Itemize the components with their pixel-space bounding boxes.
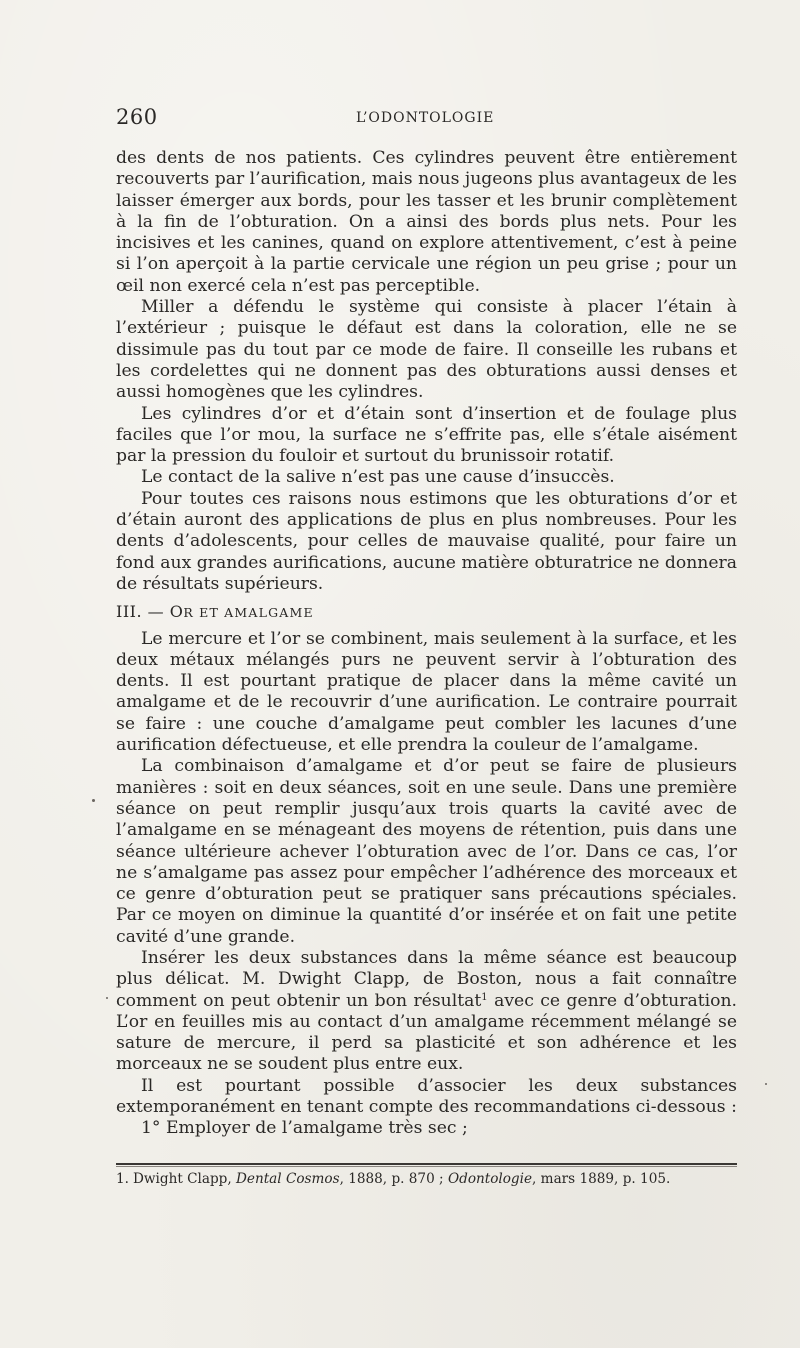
footnote-journal-2: Odontologie bbox=[447, 1171, 533, 1187]
page-header bbox=[116, 105, 736, 133]
paragraph-8-text-a: Insérer les deux substances dans la même séance est beaucoup plus délicat. M. Dwight Clapp, de Boston, nous a fait connaître comment on peut obtenir un bon résultat bbox=[116, 947, 737, 1011]
paragraph-8 bbox=[116, 948, 737, 1076]
footnote-journal-1: Dental Cosmos bbox=[236, 1171, 340, 1187]
paper-speck bbox=[92, 799, 95, 802]
paragraph-6: Le mercure et l’or se combinent, mais seulement à la surface, et les deux métaux mélangés purs ne peuvent servir à l’obturation des dents. Il est pourtant pratique de placer dans la même cavité un amalgame et de le recouvrir d’une aurification. Le contraire pourrait se faire : une couche d’amalgame peut combler les lacunes d’une aurification défectueuse, et elle prendra la couleur de l’amalgame. bbox=[116, 628, 737, 756]
paper-speck bbox=[106, 997, 108, 999]
paper-speck bbox=[765, 1083, 767, 1085]
footnote-divider bbox=[116, 1163, 737, 1165]
footnote-reference[interactable]: 1 bbox=[481, 991, 488, 1003]
footnote-text-2: , 1888, p. 870 ; bbox=[339, 1171, 448, 1187]
section-heading bbox=[116, 601, 737, 623]
footnote-number: 1. bbox=[116, 1171, 129, 1187]
running-head: L’ODONTOLOGIE bbox=[356, 110, 495, 126]
body-text bbox=[116, 148, 737, 1140]
paragraph-9: Il est pourtant possible d’associer les deux substances extemporanément en tenant compte des recommandations ci-dessous : bbox=[116, 1075, 737, 1118]
paragraph-7: La combinaison d’amalgame et d’or peut se faire de plusieurs manières : soit en deux séances, soit en une seule. Dans une première séance on peut remplir jusqu’aux trois quarts la cavité avec de l’amalgame en se ménageant des moyens de rétention, puis dans une séance ultérieure achever l’obturation avec de l’or. Dans ce cas, l’or ne s’amalgame pas assez pour empêcher l’adhérence des morceaux et ce genre d’obturation peut se pratiquer sans précautions spéciales. Par ce moyen on diminue la quantité d’or insérée et on fait une petite cavité d’une grande. bbox=[116, 756, 737, 947]
section-number: III. — bbox=[116, 602, 170, 622]
footnote-text-3: , mars 1889, p. 105. bbox=[532, 1171, 671, 1187]
page-number: 260 bbox=[116, 105, 158, 129]
section-title-rest: R ET AMALGAME bbox=[183, 605, 314, 621]
paragraph-8-text-b: avec ce genre d’obturation. L’or en feuilles mis au contact d’un amalgame récemment mélangé se sature de mercure, il perd sa plasticité et son adhérence et les morceaux ne se soudent plus entre eux. bbox=[116, 990, 737, 1075]
paragraph-1: des dents de nos patients. Ces cylindres peuvent être entièrement recouverts par l’aurification, mais nous jugeons plus avantageux de les laisser émerger aux bords, pour les tasser et les brunir complètement à la fin de l’obturation. On a ainsi des bords plus nets. Pour les incisives et les canines, quand on explore attentivement, c’est à peine si l’on aperçoit à la partie cervicale une région un peu grise ; pour un œil non exercé cela n’est pas perceptible. bbox=[116, 148, 737, 296]
paragraph-5: Pour toutes ces raisons nous estimons que les obturations d’or et d’étain auront des applications de plus en plus nombreuses. Pour les dents d’adolescents, pour celles de mauvaise qualité, pour faire un fond aux grandes aurifications, aucune matière obturatrice ne donnera de résultats supérieurs. bbox=[116, 488, 737, 594]
footnote-divider-thin bbox=[116, 1166, 737, 1167]
footnote-text-1: Dwight Clapp, bbox=[132, 1171, 237, 1187]
paragraph-10: 1° Employer de l’amalgame très sec ; bbox=[141, 1118, 468, 1139]
paragraph-4: Le contact de la salive n’est pas une cause d’insuccès. bbox=[141, 467, 615, 488]
paragraph-2: Miller a défendu le système qui consiste à placer l’étain à l’extérieur ; puisque le défaut est dans la coloration, elle ne se dissimule pas du tout par ce mode de faire. Il conseille les rubans et les cordelettes qui ne donnent pas des obturations aussi denses et aussi homogènes que les cylindres. bbox=[116, 297, 737, 403]
section-title-initial: O bbox=[169, 602, 184, 622]
paragraph-3: Les cylindres d’or et d’étain sont d’insertion et de foulage plus faciles que l’or mou, la surface ne s’effrite pas, elle s’étale aisément par la pression du fouloir et surtout du brunissoir rotatif. bbox=[116, 403, 737, 467]
footnote bbox=[116, 1170, 756, 1188]
